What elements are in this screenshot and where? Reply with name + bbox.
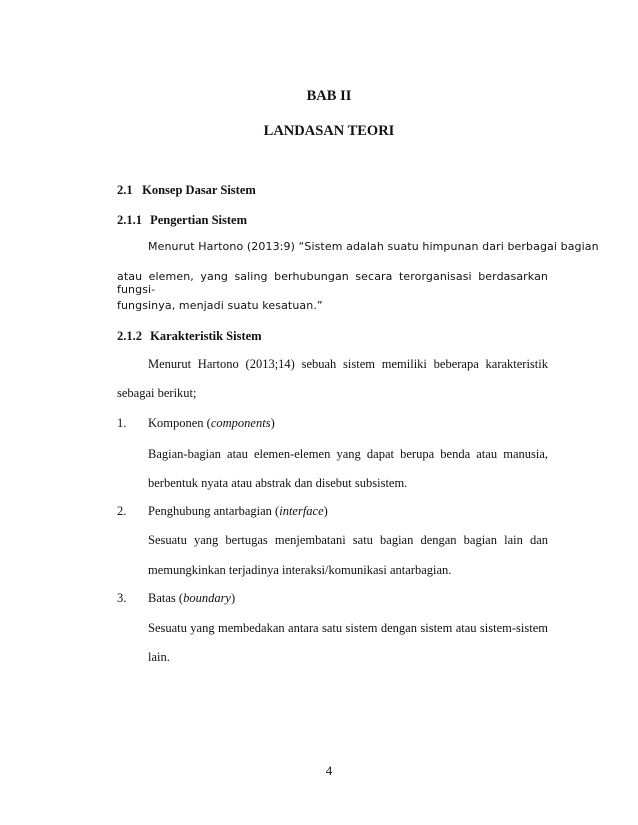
label-italic: interface: [279, 504, 324, 518]
section-title: Karakteristik Sistem: [150, 329, 262, 343]
section-heading-2-1: [117, 183, 256, 198]
paragraph-line: Menurut Hartono (2013:9) “Sistem adalah suatu himpunan dari berbagai bagian: [148, 240, 599, 253]
label-text: ): [323, 504, 328, 518]
paragraph-line: Menurut Hartono (2013;14) sebuah sistem memiliki beberapa karakteristik: [148, 357, 548, 371]
label-text: Penghubung antarbagian (: [148, 504, 280, 518]
list-item-number: 3.: [117, 591, 127, 605]
label-italic: boundary: [183, 591, 231, 605]
list-item-description: Bagian-bagian atau elemen-elemen yang dapat berupa benda atau manusia,: [148, 447, 548, 461]
list-item-description: Sesuatu yang membedakan antara satu sistem dengan sistem atau sistem-sistem: [148, 621, 548, 635]
page-number: 4: [325, 763, 333, 778]
label-text: ): [270, 416, 275, 430]
list-item-description: lain.: [148, 650, 170, 664]
section-number: 2.1: [117, 183, 133, 197]
list-item-label: [148, 504, 328, 519]
section-title: Pengertian Sistem: [150, 213, 247, 227]
list-item-number: 2.: [117, 504, 127, 518]
section-heading-2-1-2: [117, 329, 262, 344]
paragraph-line: sebagai berikut;: [117, 386, 197, 400]
label-text: Batas (: [148, 591, 184, 605]
label-text: ): [230, 591, 236, 605]
paragraph-line: atau elemen, yang saling berhubungan secara terorganisasi berdasarkan fungsi-: [117, 270, 548, 296]
label-italic: components: [210, 416, 271, 430]
section-title: Konsep Dasar Sistem: [142, 183, 256, 197]
chapter-title: LANDASAN TEORI: [263, 123, 395, 139]
list-item-description: memungkinkan terjadinya interaksi/komunikasi antarbagian.: [148, 563, 452, 577]
list-item-label: [148, 591, 235, 606]
list-item-description: berbentuk nyata atau abstrak dan disebut subsistem.: [148, 476, 408, 490]
section-heading-2-1-1: [117, 213, 247, 228]
chapter-number: BAB II: [306, 88, 352, 104]
label-text: Komponen (: [148, 416, 211, 430]
list-item-description: Sesuatu yang bertugas menjembatani satu bagian dengan bagian lain dan: [148, 533, 548, 547]
list-item-label: [148, 416, 275, 431]
paragraph-line: fungsinya, menjadi suatu kesatuan.”: [117, 299, 323, 312]
list-item-number: 1.: [117, 416, 127, 430]
section-number: 2.1.1: [117, 213, 142, 227]
section-number: 2.1.2: [117, 329, 142, 343]
